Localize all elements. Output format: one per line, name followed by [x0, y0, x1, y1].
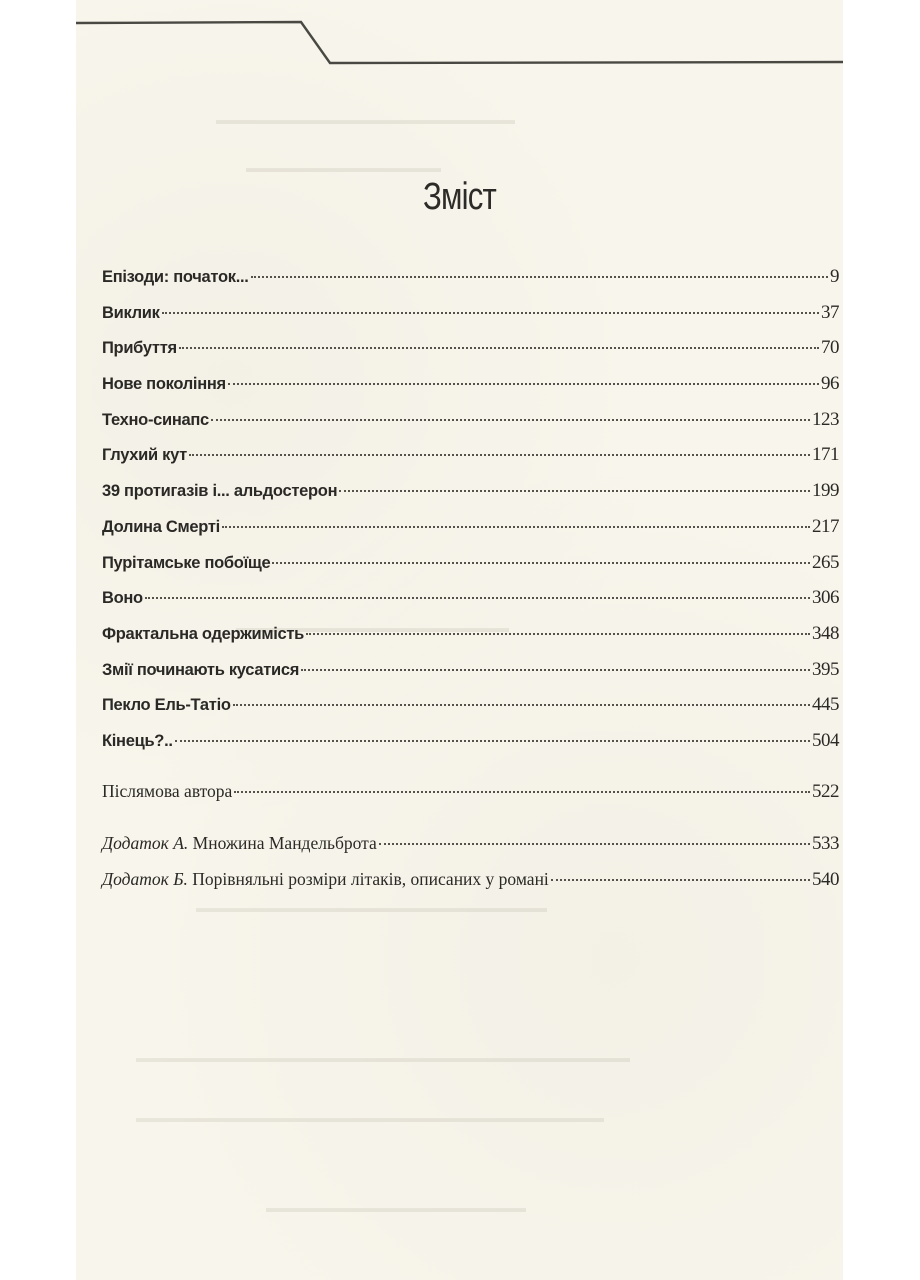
dot-leader: [189, 454, 810, 456]
appendix-title: [102, 830, 377, 856]
chapter-title: 39 протигазів і... альдостерон: [102, 482, 338, 501]
toc-entry[interactable]: [102, 550, 839, 586]
page-number: 265: [812, 551, 839, 573]
bleed-through-text: ▬▬▬▬▬▬▬▬▬▬▬▬▬▬▬▬▬▬▬▬▬▬▬▬▬▬▬: [196, 900, 547, 915]
page-number: 306: [812, 587, 839, 609]
chapter-title: Воно: [102, 589, 143, 608]
chapter-title: Прибуття: [102, 339, 177, 358]
appendix-name: Порівняльні розміри літаків, описаних у романі: [187, 869, 549, 889]
chapter-title: Нове покоління: [102, 375, 226, 394]
chapter-title: Фрактальна одержимість: [102, 624, 305, 643]
chapter-title: Виклик: [102, 303, 160, 322]
toc-entry[interactable]: [102, 407, 839, 443]
toc-entry-appendix-b[interactable]: [102, 866, 839, 902]
toc-entry-appendix-a[interactable]: [102, 830, 839, 866]
chapter-title: Глухий кут: [102, 446, 187, 465]
chapter-title: Техно-синапс: [102, 410, 209, 429]
dot-leader: [179, 347, 819, 349]
dot-leader: [222, 526, 810, 528]
dot-leader: [162, 312, 819, 314]
chapter-title: Пекло Ель-Татіо: [102, 696, 231, 715]
dot-leader: [228, 383, 819, 385]
toc-entry-afterword[interactable]: [102, 778, 839, 814]
page-title: Зміст: [423, 176, 496, 218]
toc-entry[interactable]: [102, 585, 839, 621]
toc-entry[interactable]: [102, 300, 839, 336]
page-number: 217: [812, 515, 839, 537]
chapter-title: Епізоди: початок...: [102, 268, 249, 286]
chapter-title: Пурітамське побоїще: [102, 553, 271, 572]
toc-entry[interactable]: [102, 335, 839, 371]
page-number: 540: [812, 869, 839, 890]
page-number: 199: [812, 480, 839, 502]
page-number: 9: [830, 266, 839, 287]
dot-leader: [301, 669, 810, 671]
page-number: 171: [812, 444, 839, 466]
dot-leader: [306, 633, 810, 635]
dot-leader: [339, 490, 810, 492]
bleed-through-text: ▬▬▬▬▬▬▬▬▬▬▬▬▬▬▬▬▬▬▬▬▬▬▬▬▬▬▬▬▬▬▬▬▬▬▬▬▬▬: [136, 1050, 630, 1065]
bleed-through-text: ▬▬▬▬▬▬▬▬▬▬▬▬▬▬▬▬▬▬▬▬▬▬▬: [216, 112, 515, 127]
book-page: [76, 0, 843, 1280]
dot-leader: [379, 843, 810, 845]
page-number: 123: [812, 408, 839, 430]
page-number: 533: [812, 833, 839, 855]
page-number: 37: [821, 301, 839, 323]
page-number: 522: [812, 780, 839, 802]
page-number: 70: [821, 337, 839, 359]
dot-leader: [233, 704, 810, 706]
toc-entry[interactable]: [102, 621, 839, 657]
table-of-contents: [102, 264, 839, 902]
toc-entry[interactable]: [102, 657, 839, 693]
page-number: 348: [812, 622, 839, 644]
bleed-through-text: ▬▬▬▬▬▬▬▬▬▬▬▬▬▬▬: [246, 160, 441, 175]
bleed-through-text: ▬▬▬▬▬▬▬▬▬▬▬▬▬▬▬▬▬▬▬▬▬▬▬▬▬▬▬▬▬▬▬▬▬▬▬▬: [136, 1110, 604, 1125]
appendix-label: Додаток А.: [102, 833, 189, 854]
toc-entry[interactable]: [102, 264, 839, 300]
dot-leader: [251, 276, 828, 278]
page-number: 504: [812, 729, 839, 751]
bleed-through-text: ▬▬▬▬▬▬▬▬▬▬▬▬▬▬▬▬▬▬▬▬▬: [236, 620, 509, 635]
dot-leader: [145, 597, 810, 599]
page-number: 395: [812, 658, 839, 680]
section-spacer: [102, 813, 839, 830]
bleed-through-text: ▬▬▬▬▬▬▬▬▬▬▬▬▬▬▬▬▬▬▬▬: [266, 1200, 526, 1215]
dot-leader: [234, 791, 810, 793]
dot-leader: [272, 562, 810, 564]
chapter-title: Долина Смерті: [102, 517, 220, 536]
toc-entry[interactable]: [102, 728, 839, 764]
toc-entry[interactable]: [102, 478, 839, 514]
dot-leader: [551, 879, 810, 881]
page-number: 445: [812, 694, 839, 716]
page-number: 96: [821, 373, 839, 395]
header-rule-decoration: [76, 0, 843, 80]
toc-entry[interactable]: [102, 514, 839, 550]
appendix-title: [102, 866, 549, 892]
section-spacer: [102, 764, 839, 778]
appendix-label: Додаток Б.: [102, 869, 188, 889]
dot-leader: [211, 419, 810, 421]
afterword-title: Післямова автора: [102, 780, 233, 801]
toc-entry[interactable]: [102, 371, 839, 407]
appendix-name: Множина Мандельброта: [188, 833, 377, 854]
chapter-title: Змії починають кусатися: [102, 660, 300, 679]
toc-entry[interactable]: [102, 442, 839, 478]
chapter-title: Кінець?..: [102, 731, 173, 750]
dot-leader: [175, 740, 810, 742]
toc-entry[interactable]: [102, 692, 839, 728]
